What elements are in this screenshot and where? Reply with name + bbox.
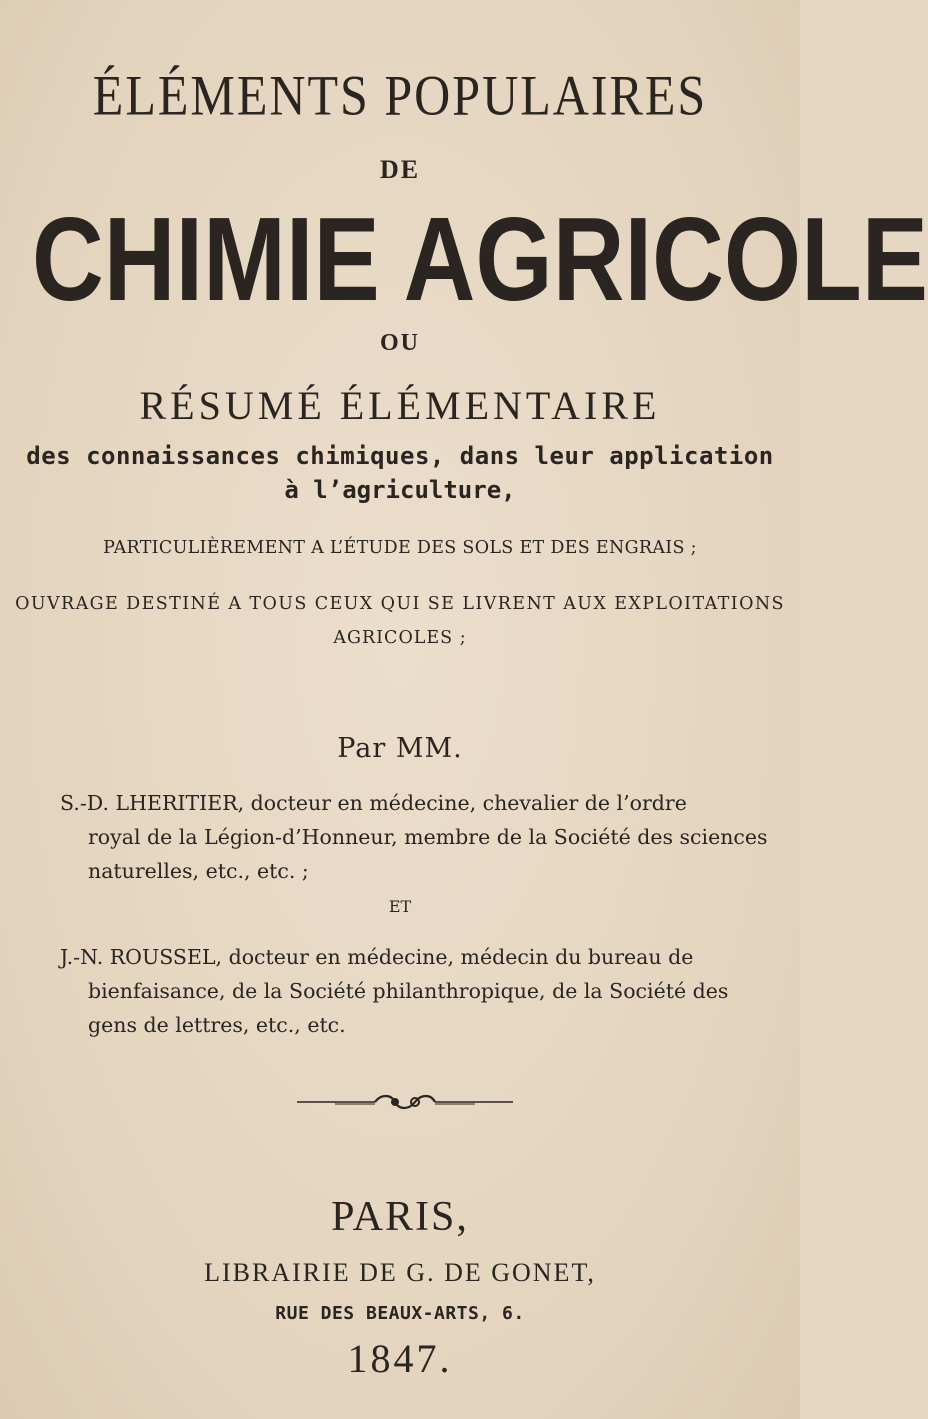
- ouvrage-line-1: OUVRAGE DESTINÉ A TOUS CEUX QUI SE LIVRENT AUX EXPLOITATIONS: [15, 594, 785, 614]
- imprint-address: RUE DES BEAUX-ARTS, 6.: [275, 1303, 525, 1324]
- main-title: CHIMIE AGRICOLE: [32, 192, 928, 326]
- author-1-line-1: S.-D. LHERITIER, docteur en médecine, chevalier de l’ordre: [60, 791, 687, 815]
- author-2-line-1: J.-N. ROUSSEL, docteur en médecine, médecin du bureau de: [60, 945, 694, 969]
- imprint-city: PARIS,: [331, 1194, 469, 1240]
- particular-note: PARTICULIÈREMENT A L’ÉTUDE DES SOLS ET DES ENGRAIS ;: [103, 538, 697, 558]
- subtitle-line-2: des connaissances chimiques, dans leur application: [26, 442, 774, 470]
- author-1-block: [60, 786, 768, 888]
- et-separator: ET: [388, 897, 412, 916]
- subtitle: RÉSUMÉ ÉLÉMENTAIRE: [139, 383, 661, 428]
- author-1-line-2: royal de la Légion-d’Honneur, membre de la Société des sciences: [88, 825, 768, 849]
- ornament-divider-icon: [295, 1090, 515, 1114]
- title-ou: OU: [380, 330, 420, 356]
- title-line-elements-populaires: ÉLÉMENTS POPULAIRES: [92, 62, 708, 128]
- author-2-line-2: bienfaisance, de la Société philanthropique, de la Société des: [88, 979, 729, 1003]
- author-1-line-3: naturelles, etc., etc. ;: [88, 859, 309, 883]
- par-mm: Par MM.: [337, 733, 463, 764]
- ouvrage-line-2: AGRICOLES ;: [333, 628, 467, 648]
- imprint-publisher: LIBRAIRIE DE G. DE GONET,: [204, 1258, 596, 1287]
- author-2-line-3: gens de lettres, etc., etc.: [88, 1013, 346, 1037]
- title-de: DE: [379, 155, 421, 184]
- author-2-block: [60, 940, 740, 1042]
- imprint-year: 1847.: [347, 1336, 453, 1381]
- subtitle-line-3: à l’agriculture,: [284, 476, 516, 504]
